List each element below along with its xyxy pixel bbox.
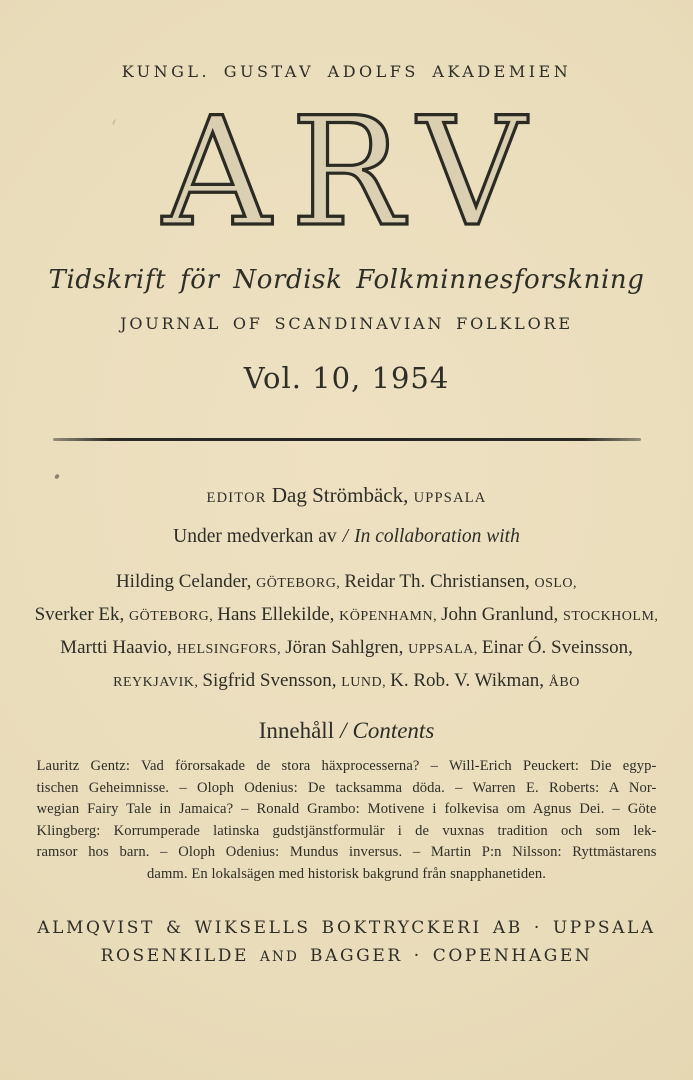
collaborator-city: REYKJAVIK,: [113, 675, 203, 690]
volume-year: Vol. 10, 1954: [243, 361, 450, 395]
paper-speck: [54, 473, 60, 479]
collaborators-line-2: [0, 599, 693, 632]
editor-city: UPPSALA: [413, 490, 487, 506]
contents-line-6: damm. En lokalsägen med historisk bakgrund från snapphanetiden.: [146, 865, 547, 882]
collaborator-name: Reidar Th. Christiansen,: [344, 571, 535, 592]
collaborator-city: GÖTEBORG,: [256, 576, 345, 591]
collaborators-line-4: [0, 665, 693, 698]
collaboration-heading-swedish: Under medverkan av: [173, 526, 337, 547]
imprint-publisher-part: BAGGER · COPENHAGEN: [299, 946, 593, 966]
contents-line-3: wegian Fairy Tale in Jamaica? – Ronald Grambo: Motivene i folkevisa om Agnus Dei. – Göte: [36, 801, 657, 817]
academy-name: KUNGL. GUSTAV ADOLFS AKADEMIEN: [121, 62, 572, 81]
collaborator-city: STOCKHOLM,: [563, 609, 659, 624]
contents-line-2: tischen Geheimnisse. – Oloph Odenius: De tacksamma döda. – Warren E. Roberts: A Nor-: [36, 779, 657, 796]
editor-line: [0, 481, 693, 512]
contents-heading: [0, 716, 693, 746]
collaborator-city: OSLO,: [534, 576, 578, 591]
collaborator-name: John Granlund,: [441, 604, 564, 625]
horizontal-rule: [53, 438, 641, 441]
contents-line-5: ramsor hos barn. – Oloph Odenius: Mundus inversus. – Martin P:n Nilsson: Ryttmästarens: [36, 844, 657, 860]
journal-title-wrap: [0, 86, 693, 260]
imprint-printer: ALMQVIST & WIKSELLS BOKTRYCKERI AB · UPPSALA: [37, 918, 656, 938]
collaborators-line-1: [0, 566, 693, 599]
collaboration-heading: [0, 524, 693, 550]
collaborator-city: ÅBO: [548, 675, 580, 690]
collaborator-city: HELSINGFORS,: [176, 642, 286, 657]
collaborator-name: Jöran Sahlgren,: [285, 637, 409, 658]
journal-title: ARV: [162, 86, 546, 260]
collaborators-line-3: [0, 632, 693, 665]
editor-name: Dag Strömbäck,: [271, 483, 409, 507]
imprint-publisher: [0, 945, 693, 968]
slash-separator: /: [340, 718, 347, 743]
collaborators-block: [0, 566, 693, 698]
collaborator-name: Hans Ellekilde,: [217, 604, 340, 625]
contents-heading-swedish: Innehåll: [258, 718, 335, 743]
contents-heading-english: Contents: [352, 718, 435, 743]
collaborator-name: K. Rob. V. Wikman,: [390, 670, 549, 691]
collaborator-name: Sigfrid Svensson,: [202, 670, 342, 691]
collaborator-name: Einar Ó. Sveinsson,: [481, 637, 633, 658]
contents-line-1: Lauritz Gentz: Vad förorsakade de stora häxprocesserna? – Will-Erich Peuckert: Die egyp-: [36, 758, 657, 774]
editor-label: EDITOR: [206, 490, 267, 506]
subtitle-swedish: Tidskrift för Nordisk Folkminnesforskning: [48, 265, 645, 295]
collaborator-city: UPPSALA,: [408, 642, 482, 657]
imprint-publisher-part: ROSENKILDE: [100, 946, 261, 966]
subtitle-english: JOURNAL OF SCANDINAVIAN FOLKLORE: [120, 314, 573, 333]
collaborator-city: KÖPENHAMN,: [339, 609, 442, 624]
collaborator-name: Martti Haavio,: [60, 637, 177, 658]
imprint-and: AND: [260, 949, 300, 965]
collaborator-name: Hilding Celander,: [115, 571, 257, 592]
slash-separator: /: [342, 526, 349, 547]
collaborator-city: GÖTEBORG,: [129, 609, 218, 624]
contents-paragraph: [37, 756, 657, 885]
collaborator-name: Sverker Ek,: [34, 604, 130, 625]
contents-line-4: Klingberg: Korrumperade latinska gudstjänstformulär i de vuxnas tradition och som lek-: [36, 822, 657, 839]
collaboration-heading-english: In collaboration with: [354, 526, 520, 547]
collaborator-city: LUND,: [341, 675, 391, 690]
